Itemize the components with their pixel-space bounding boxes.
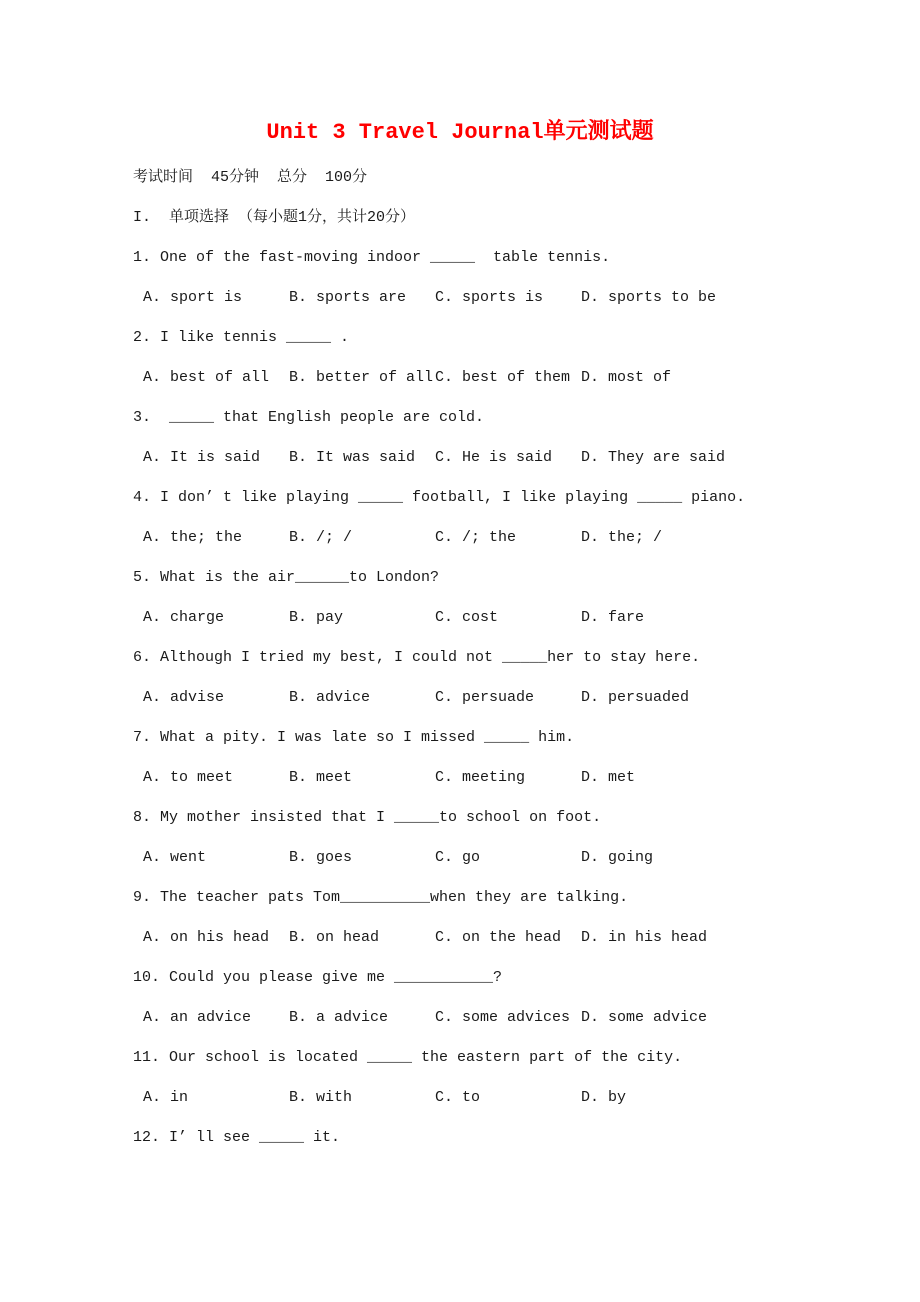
option-d: D. fare: [581, 609, 645, 626]
question-stem: 12. I’ ll see _____ it.: [133, 1129, 341, 1146]
options-row: [133, 758, 880, 798]
exam-info: 考试时间 45分钟 总分 100分: [133, 169, 368, 186]
option-c: C. on the head: [435, 929, 562, 946]
options-row: [133, 918, 880, 958]
option-b: B. a advice: [289, 1009, 389, 1026]
option-c: C. He is said: [435, 449, 553, 466]
option-b: B. goes: [289, 849, 353, 866]
option-b: B. pay: [289, 609, 344, 626]
options-row: [133, 678, 880, 718]
question-stem: 5. What is the air______to London?: [133, 569, 440, 586]
options-row: [133, 838, 880, 878]
question-3: [133, 398, 880, 478]
question-stem: 8. My mother insisted that I _____to school on foot.: [133, 809, 602, 826]
option-a: A. to meet: [143, 769, 234, 786]
option-b: B. with: [289, 1089, 353, 1106]
option-d: D. some advice: [581, 1009, 708, 1026]
option-c: C. persuade: [435, 689, 535, 706]
question-7: [133, 718, 880, 798]
question-4: [133, 478, 880, 558]
question-stem: 11. Our school is located _____ the eastern part of the city.: [133, 1049, 683, 1066]
option-c: C. meeting: [435, 769, 526, 786]
option-a: A. on his head: [143, 929, 270, 946]
options-row: [133, 598, 880, 638]
option-a: A. in: [143, 1089, 189, 1106]
question-stem: 2. I like tennis _____ .: [133, 329, 350, 346]
question-stem: 9. The teacher pats Tom__________when they are talking.: [133, 889, 629, 906]
option-a: A. charge: [143, 609, 225, 626]
option-a: A. advise: [143, 689, 225, 706]
option-d: D. sports to be: [581, 289, 717, 306]
question-stem: 10. Could you please give me ___________?: [133, 969, 503, 986]
section-heading: I. 单项选择 （每小题1分，共计20分）: [133, 209, 416, 226]
option-d: D. persuaded: [581, 689, 690, 706]
question-stem: 4. I don’ t like playing _____ football, I like playing _____ piano.: [133, 489, 746, 506]
option-c: C. /; the: [435, 529, 517, 546]
option-d: D. in his head: [581, 929, 708, 946]
option-a: A. best of all: [143, 369, 270, 386]
question-10: [133, 958, 880, 1038]
question-6: [133, 638, 880, 718]
option-c: C. best of them: [435, 369, 571, 386]
options-row: [133, 998, 880, 1038]
option-d: D. the; /: [581, 529, 663, 546]
question-12: [133, 1118, 880, 1158]
option-c: C. go: [435, 849, 481, 866]
options-row: [133, 1078, 880, 1118]
option-b: B. It was said: [289, 449, 416, 466]
option-c: C. sports is: [435, 289, 544, 306]
question-1: [133, 238, 880, 318]
options-row: [133, 518, 880, 558]
option-d: D. They are said: [581, 449, 726, 466]
option-d: D. most of: [581, 369, 672, 386]
options-row: [133, 358, 880, 398]
question-5: [133, 558, 880, 638]
option-a: A. sport is: [143, 289, 243, 306]
option-c: C. some advices: [435, 1009, 571, 1026]
question-8: [133, 798, 880, 878]
question-11: [133, 1038, 880, 1118]
option-a: A. the; the: [143, 529, 243, 546]
option-b: B. better of all: [289, 369, 434, 386]
option-a: A. an advice: [143, 1009, 252, 1026]
option-d: D. met: [581, 769, 636, 786]
question-stem: 3. _____ that English people are cold.: [133, 409, 485, 426]
option-b: B. sports are: [289, 289, 407, 306]
option-b: B. /; /: [289, 529, 353, 546]
option-d: D. going: [581, 849, 654, 866]
option-b: B. meet: [289, 769, 353, 786]
question-stem: 6. Although I tried my best, I could not _____her to stay here.: [133, 649, 701, 666]
exam-title: Unit 3 Travel Journal单元测试题: [266, 120, 654, 145]
exam-body: [0, 158, 920, 1158]
option-c: C. cost: [435, 609, 499, 626]
question-stem: 7. What a pity. I was late so I missed _____ him.: [133, 729, 575, 746]
options-row: [133, 438, 880, 478]
option-a: A. It is said: [143, 449, 261, 466]
option-d: D. by: [581, 1089, 627, 1106]
option-c: C. to: [435, 1089, 481, 1106]
option-b: B. on head: [289, 929, 380, 946]
option-a: A. went: [143, 849, 207, 866]
question-2: [133, 318, 880, 398]
question-9: [133, 878, 880, 958]
options-row: [133, 278, 880, 318]
option-b: B. advice: [289, 689, 371, 706]
question-stem: 1. One of the fast-moving indoor _____ table tennis.: [133, 249, 611, 266]
